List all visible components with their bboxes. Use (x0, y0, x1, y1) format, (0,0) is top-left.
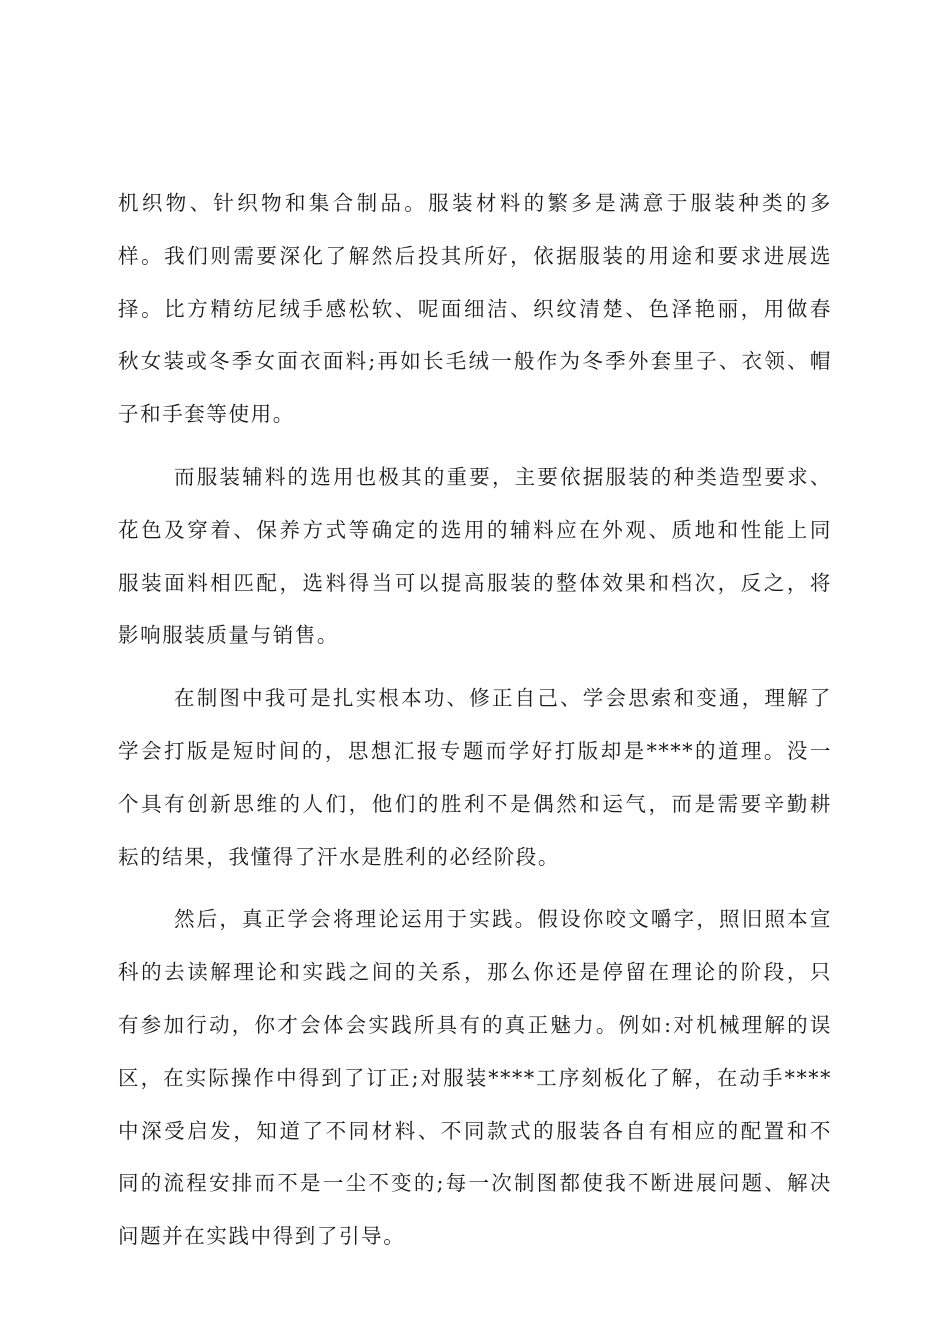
text-line: 择。比方精纺尼绒手感松软、呢面细洁、织纹清楚、色泽艳丽，用做春 (118, 296, 832, 321)
text-line: 问题并在实践中得到了引导。 (118, 1224, 406, 1249)
paragraph-accessories (118, 451, 832, 662)
text-line: 机织物、针织物和集合制品。服装材料的繁多是满意于服装种类的多 (118, 191, 832, 215)
text-line: 科的去读解理论和实践之间的关系，那么你还是停留在理论的阶段，只 (118, 960, 832, 985)
text-line: 在制图中我可是扎实根本功、修正自己、学会思索和变通，理解了 (174, 686, 832, 711)
text-line: 中深受启发，知道了不同材料、不同款式的服装各自有相应的配置和不 (118, 1118, 832, 1143)
text-line: 个具有创新思维的人们，他们的胜利不是偶然和运气，而是需要辛勤耕 (118, 791, 832, 816)
text-line: 而服装辅料的选用也极其的重要，主要依据服装的种类造型要求、 (174, 464, 832, 489)
text-line: 花色及穿着、保养方式等确定的选用的辅料应在外观、质地和性能上同 (118, 517, 832, 542)
paragraph-drafting (118, 672, 832, 883)
text-line: 秋女装或冬季女面衣面料;再如长毛绒一般作为冬季外套里子、衣领、帽 (118, 349, 832, 374)
text-line: 子和手套等使用。 (118, 402, 295, 427)
paragraph-practice (118, 893, 832, 1263)
text-line: 然后，真正学会将理论运用于实践。假设你咬文嚼字，照旧照本宣 (174, 907, 832, 932)
text-line: 影响服装质量与销售。 (118, 623, 339, 648)
document-body (118, 177, 832, 1263)
paragraph-materials (118, 177, 832, 441)
text-line: 耘的结果，我懂得了汗水是胜利的必经阶段。 (118, 844, 560, 869)
text-line: 区，在实际操作中得到了订正;对服装****工序刻板化了解，在动手**** (118, 1065, 832, 1090)
text-line: 学会打版是短时间的，思想汇报专题而学好打版却是****的道理。没一 (118, 738, 832, 763)
text-line: 有参加行动，你才会体会实践所具有的真正魅力。例如:对机械理解的误 (118, 1012, 832, 1037)
text-line: 服装面料相匹配，选料得当可以提高服装的整体效果和档次，反之，将 (118, 570, 832, 595)
text-line: 样。我们则需要深化了解然后投其所好，依据服装的用途和要求进展选 (118, 243, 832, 268)
text-line: 同的流程安排而不是一尘不变的;每一次制图都使我不断进展问题、解决 (118, 1171, 832, 1196)
